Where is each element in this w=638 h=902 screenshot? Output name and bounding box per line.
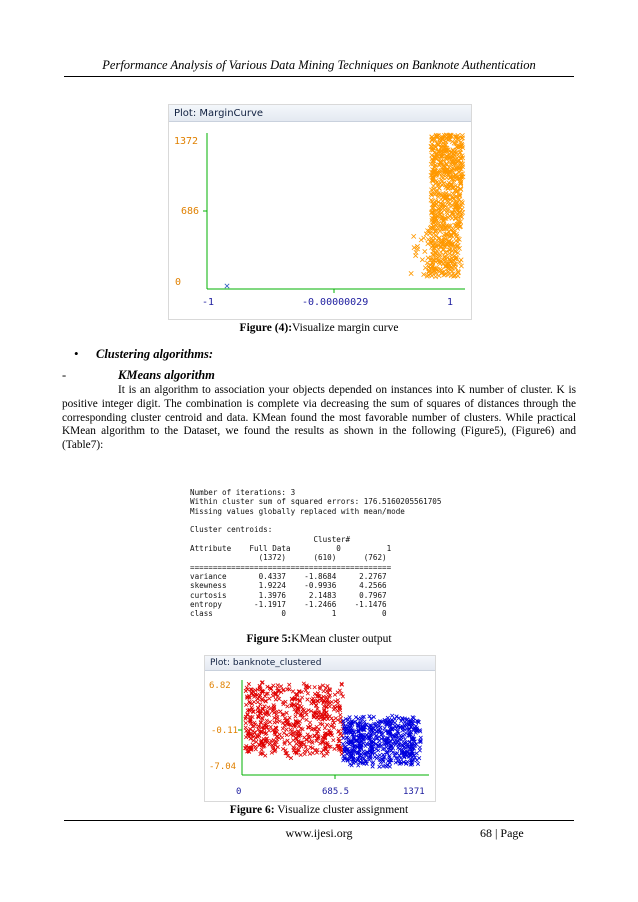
margin-point — [459, 264, 463, 268]
margin-y-tick-min: 0 — [175, 277, 182, 288]
margin-point — [413, 253, 417, 257]
output-line: Attribute Full Data 0 1 — [190, 544, 392, 554]
cluster-0-point — [244, 721, 248, 725]
margin-point — [430, 135, 434, 139]
cluster-assignment-canvas — [205, 656, 435, 801]
cluster-0-point — [301, 713, 305, 717]
margin-point — [423, 249, 427, 253]
cluster-0-point — [322, 689, 326, 693]
cluster-0-point — [288, 742, 292, 746]
margin-point — [427, 273, 431, 277]
cluster-plot-title: Plot: banknote_clustered — [205, 656, 435, 671]
cluster-0-point — [271, 684, 275, 688]
cluster-0-point — [273, 721, 277, 725]
cluster-0-point — [313, 685, 317, 689]
margin-point — [435, 225, 439, 229]
margin-x-tick-max: 1 — [447, 297, 454, 308]
output-line — [190, 516, 450, 525]
cluster-0-point — [267, 697, 271, 701]
cluster-0-point — [324, 686, 328, 690]
cluster-0-point — [260, 748, 264, 752]
margin-y-tick-max: 1372 — [174, 136, 199, 147]
cluster-0-point — [274, 698, 278, 702]
output-line: class 0 1 0 — [190, 609, 387, 619]
output-line: (1372) (610) (762) — [190, 553, 387, 563]
margin-point — [225, 284, 229, 288]
cluster-0-point — [333, 747, 337, 751]
output-line: entropy -1.1917 -1.2466 -1.1476 — [190, 600, 387, 610]
cluster-1-point — [417, 756, 421, 760]
kmeans-cluster-output — [190, 488, 450, 630]
cluster-0-point — [306, 698, 310, 702]
cluster-1-point — [383, 726, 387, 730]
figure4-caption — [0, 322, 638, 334]
header-rule — [64, 76, 574, 77]
cluster-x-tick-mid: 685.5 — [322, 787, 350, 797]
cluster-0-point — [278, 719, 282, 723]
cluster-0-point — [277, 697, 281, 701]
cluster-1-point — [416, 762, 420, 766]
margin-point — [459, 258, 463, 262]
margin-curve-canvas — [169, 105, 471, 319]
cluster-x-tick-min: 0 — [236, 787, 242, 797]
cluster-y-tick-mid: -0.11 — [211, 726, 239, 736]
cluster-1-point — [379, 726, 383, 730]
cluster-0-point — [244, 703, 248, 707]
kmeans-paragraph — [62, 384, 576, 453]
cluster-0-point — [322, 754, 326, 758]
margin-point — [420, 258, 424, 262]
cluster-0-point — [310, 702, 314, 706]
cluster-1-point — [371, 765, 375, 769]
cluster-0-point — [297, 724, 301, 728]
clustering-heading: Clustering algorithms: — [96, 347, 214, 361]
margin-point — [409, 271, 413, 275]
cluster-0-point — [332, 738, 336, 742]
margin-point — [440, 199, 444, 203]
figure6-caption-text: Visualize cluster assignment — [277, 804, 409, 816]
cluster-y-tick-min: -7.04 — [209, 762, 237, 772]
margin-x-tick-mid: -0.00000029 — [302, 297, 369, 308]
figure5-caption — [0, 633, 638, 645]
margin-curve-plot — [168, 104, 472, 320]
cluster-0-point — [328, 705, 332, 709]
cluster-1-point — [363, 720, 367, 724]
output-line: curtosis 1.3976 2.1483 0.7967 — [190, 590, 387, 600]
margin-point — [459, 199, 463, 203]
cluster-0-point — [336, 691, 340, 695]
margin-point — [412, 234, 416, 238]
output-line: Number of iterations: 3 — [190, 488, 296, 497]
cluster-0-point — [286, 687, 290, 691]
cluster-1-point — [403, 738, 407, 742]
margin-point — [426, 237, 430, 241]
figure6-caption — [0, 804, 638, 816]
cluster-1-point — [379, 761, 383, 765]
cluster-0-point — [268, 743, 272, 747]
margin-point — [431, 231, 435, 235]
margin-curve-points — [225, 133, 465, 288]
figure5-caption-text: KMean cluster output — [291, 633, 392, 645]
cluster-0-point — [339, 713, 343, 717]
cluster-1-point — [386, 716, 390, 720]
footer-rule — [64, 820, 574, 821]
cluster-points — [243, 680, 422, 768]
figure6-caption-label: Figure 6: — [229, 804, 275, 816]
output-line: Missing values globally replaced with mean/mode — [190, 506, 405, 516]
cluster-0-point — [330, 700, 334, 704]
cluster-1-point — [356, 764, 360, 768]
output-line: Cluster# — [190, 534, 351, 544]
running-header: Performance Analysis of Various Data Mining Techniques on Banknote Authentication — [102, 58, 536, 72]
figure5-caption-label: Figure 5: — [246, 633, 292, 645]
cluster-0-point — [269, 725, 273, 729]
cluster-assignment-plot — [204, 655, 436, 802]
cluster-0-point — [323, 726, 327, 730]
cluster-0-point — [279, 710, 283, 714]
cluster-0-point — [244, 726, 248, 730]
subsection-dash: - — [62, 368, 67, 382]
cluster-0-point — [275, 720, 279, 724]
cluster-1-point — [378, 765, 382, 769]
cluster-0-point — [305, 718, 309, 722]
margin-x-tick-min: -1 — [202, 297, 215, 308]
cluster-0-point — [287, 683, 291, 687]
margin-point — [419, 238, 423, 242]
margin-point — [439, 178, 443, 182]
cluster-0-point — [289, 756, 293, 760]
cluster-0-point — [259, 703, 263, 707]
cluster-1-point — [385, 745, 389, 749]
cluster-0-point — [311, 751, 315, 755]
output-line: variance 0.4337 -1.8684 2.2767 — [190, 572, 387, 582]
output-line: ============================================ — [190, 562, 392, 572]
cluster-0-point — [334, 716, 338, 720]
margin-curve-plot-title: Plot: MarginCurve — [169, 105, 471, 122]
cluster-0-point — [244, 689, 248, 693]
margin-point — [435, 180, 439, 184]
cluster-0-point — [281, 727, 285, 731]
cluster-x-tick-max: 1371 — [403, 787, 425, 797]
cluster-0-point — [279, 685, 283, 689]
cluster-0-point — [292, 746, 296, 750]
cluster-0-point — [252, 700, 256, 704]
cluster-0-point — [325, 723, 329, 727]
margin-point — [423, 266, 427, 270]
cluster-0-point — [275, 735, 279, 739]
cluster-y-tick-max: 6.82 — [209, 681, 231, 691]
cluster-0-point — [286, 754, 290, 758]
cluster-0-point — [299, 753, 303, 757]
margin-y-tick-mid: 686 — [181, 206, 200, 217]
cluster-0-point — [308, 752, 312, 756]
cluster-0-point — [285, 728, 289, 732]
cluster-0-point — [306, 692, 310, 696]
bullet-icon: • — [74, 346, 79, 361]
margin-point — [433, 275, 437, 279]
margin-point — [444, 210, 448, 214]
footer-url: www.ijesi.org — [285, 826, 353, 840]
cluster-0-point — [308, 721, 312, 725]
cluster-0-point — [294, 715, 298, 719]
output-line: skewness 1.9224 -0.9936 4.2566 — [190, 581, 387, 591]
cluster-1-point — [390, 714, 394, 718]
cluster-0-point — [303, 736, 307, 740]
cluster-1-point — [373, 755, 377, 759]
kmeans-heading: KMeans algorithm — [118, 368, 215, 382]
output-line: Within cluster sum of squared errors: 176.5160205561705 — [190, 497, 442, 507]
figure4-caption-label: Figure (4): — [239, 322, 293, 334]
cluster-0-point — [266, 706, 270, 710]
cluster-0-point — [247, 682, 251, 686]
output-line: Cluster centroids: — [190, 525, 273, 535]
kmeans-paragraph-text: It is an algorithm to association your objects depended on instances into K number of cluster. K is positive integer digit. The combination is complete via decreasing the sum of squares of distances through the corresponding cluster centroid and data. KMean found the most favorable number of clusters. While practical KMean algorithm to the Dataset, we found the results as shown in the following (Figure5), (Figure6) and (Table7): — [62, 384, 576, 452]
margin-point — [422, 236, 426, 240]
figure4-caption-text: Visualize margin curve — [292, 322, 399, 334]
cluster-0-point — [316, 707, 320, 711]
cluster-1-point — [378, 753, 382, 757]
cluster-0-point — [333, 693, 337, 697]
margin-point — [460, 136, 464, 140]
footer-page-number: 68 | Page — [480, 826, 524, 840]
cluster-1-point — [341, 742, 345, 746]
cluster-0-point — [286, 705, 290, 709]
cluster-0-point — [291, 690, 295, 694]
